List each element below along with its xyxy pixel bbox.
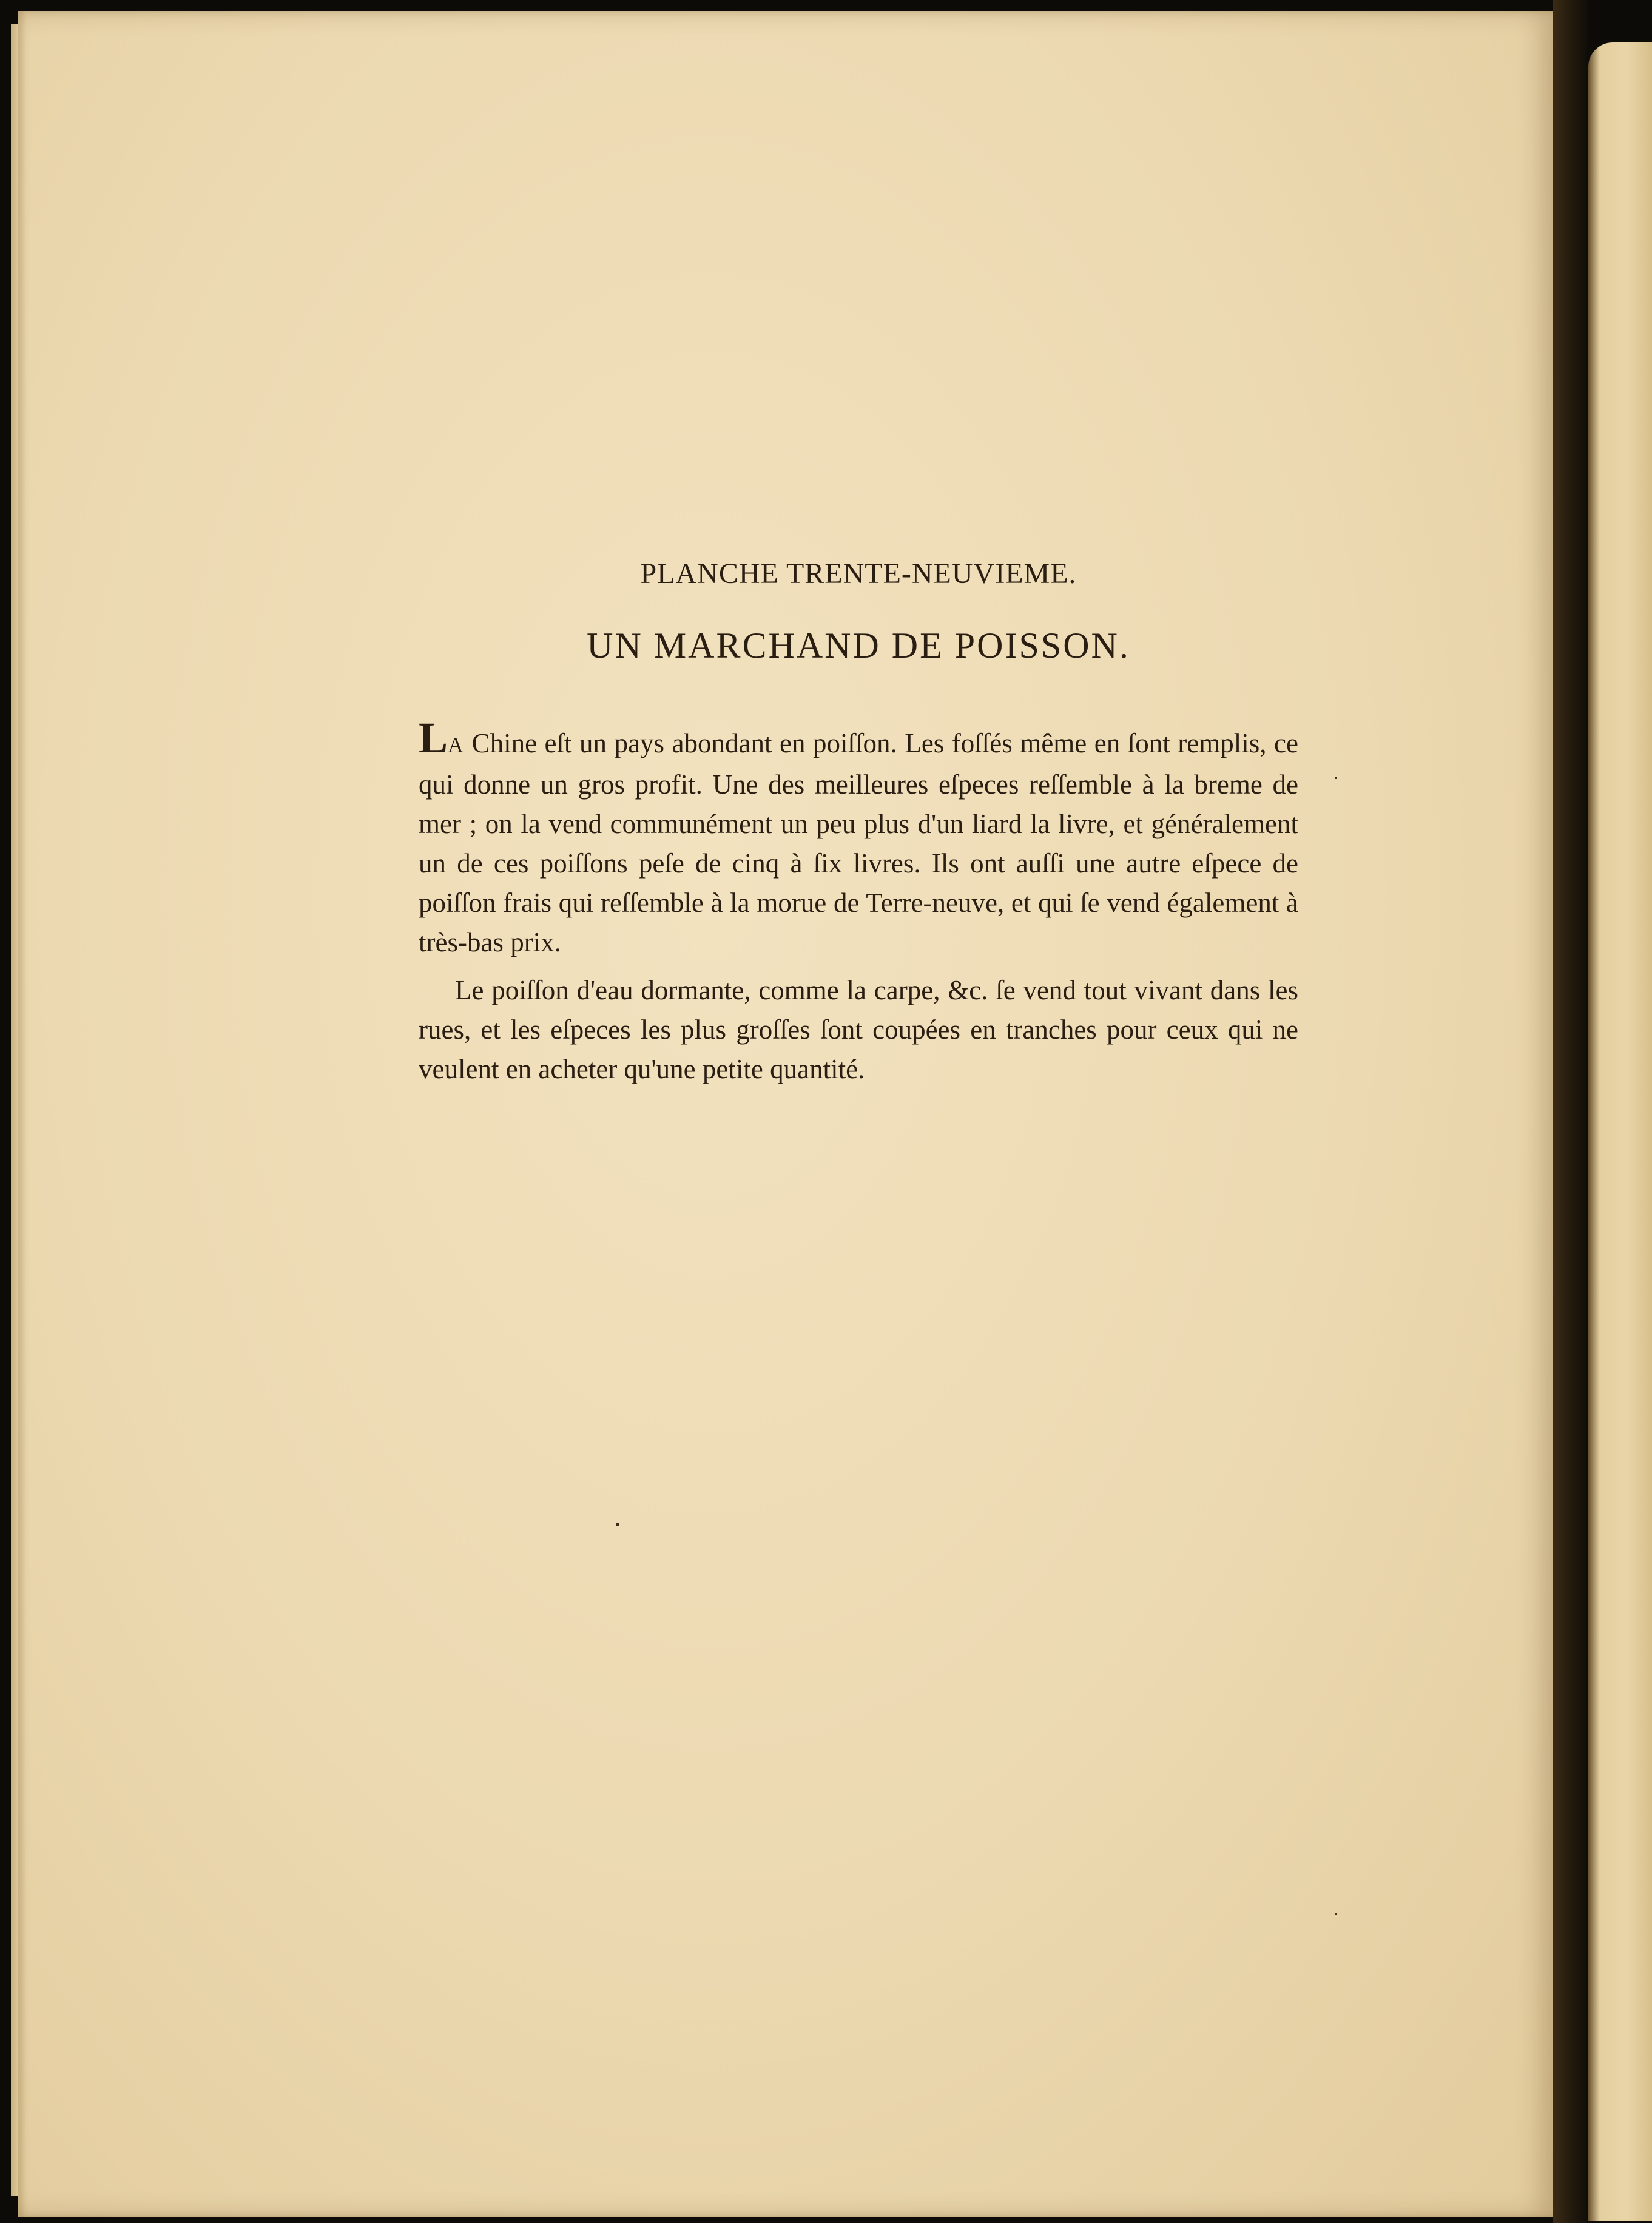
- adjacent-page-edge: [1588, 42, 1652, 2221]
- book-page: [18, 11, 1559, 2217]
- page-title: UN MARCHAND DE POISSON.: [587, 626, 1130, 666]
- small-caps: A: [448, 733, 465, 757]
- paragraph-1-text: Chine eſt un pays abondant en poiſſon. Les foſſés même en ſont remplis, ce qui donne un gros profit. Une des meilleures eſpeces reſſemble à la breme de mer ; on la vend communément un peu plus d'un liard la livre, et généralement un de ces poiſſons peſe de cinq à ſix livres. Ils ont auſſi une autre eſpece de poiſſon frais qui reſſemble à la morue de Terre-neuve, et qui ſe vend également à très-bas prix.: [419, 728, 1298, 957]
- paper-speck: [616, 1523, 619, 1526]
- paper-speck: [1335, 777, 1337, 779]
- drop-cap: L: [419, 713, 448, 762]
- paragraph-1: [419, 713, 1298, 962]
- paragraph-2: Le poiſſon d'eau dormante, comme la carpe, &c. ſe vend tout vivant dans les rues, et les eſpeces les plus groſſes ſont coupées en tranches pour ceux qui ne veulent en acheter qu'une petite quantité.: [419, 975, 1298, 1084]
- paper-speck: [1335, 1913, 1337, 1915]
- plate-heading: PLANCHE TRENTE-NEUVIEME.: [640, 558, 1077, 590]
- book-gutter: [1553, 0, 1590, 2223]
